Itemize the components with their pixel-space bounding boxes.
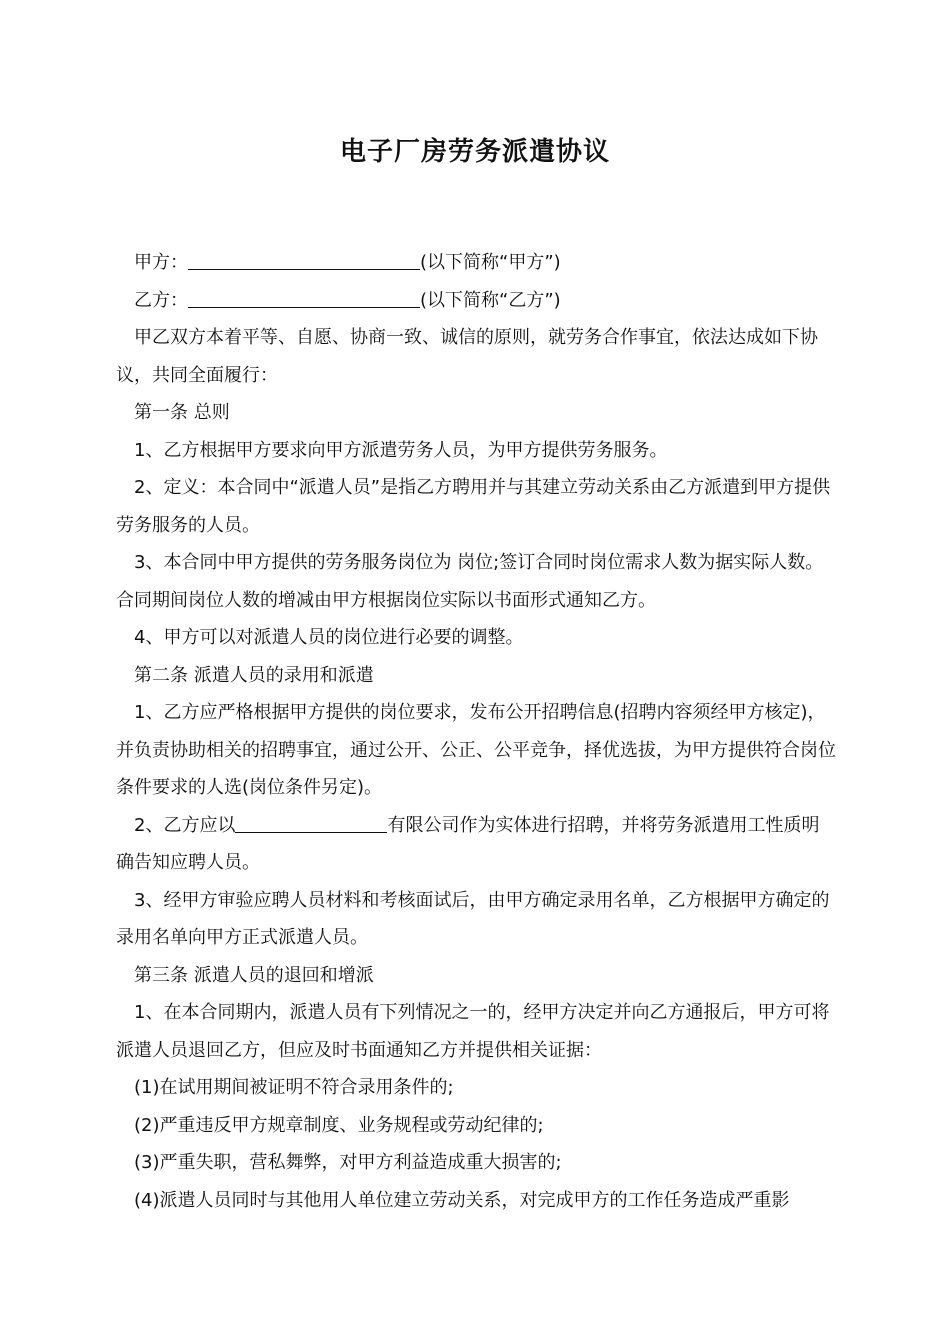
party-b-label: 乙方：: [134, 289, 188, 311]
article-3-item-1: (1)在试用期间被证明不符合录用条件的;: [134, 1077, 454, 1098]
article-1-heading: 第一条 总则: [134, 402, 230, 423]
party-b-suffix: (以下简称“乙方”): [420, 289, 561, 311]
company-name-blank: [235, 812, 387, 833]
party-b-line: [116, 282, 836, 320]
party-a-blank: [188, 249, 420, 270]
party-a-suffix: (以下简称“甲方”): [420, 252, 561, 273]
article-3-item-2: (2)严重违反甲方规章制度、业务规程或劳动纪律的;: [134, 1114, 544, 1136]
article-2-clause-2-end: 有限公司作为实体进行招聘，并将劳务派遣用工性质明确告知应聘人员。: [116, 814, 820, 873]
article-2-clause-3: 3、经甲方审验应聘人员材料和考核面试后，由甲方确定录用名单，乙方根据甲方确定的录用名单向甲方正式派遣人员。: [116, 889, 830, 948]
preamble: 甲乙双方本着平等、自愿、协商一致、诚信的原则，就劳务合作事宜，依法达成如下协议，共同全面履行：: [116, 327, 818, 386]
document-title: 电子厂房劳务派遣协议: [339, 137, 610, 167]
article-3-clause-1: 1、在本合同期内，派遣人员有下列情况之一的，经甲方决定并向乙方通报后，甲方可将派遣人员退回乙方，但应及时书面通知乙方并提供相关证据：: [116, 1002, 830, 1061]
article-1-clause-1: 1、乙方根据甲方要求向甲方派遣劳务人员，为甲方提供劳务服务。: [134, 439, 668, 461]
article-1-clause-4: 4、甲方可以对派遣人员的岗位进行必要的调整。: [134, 627, 524, 648]
article-1-clause-2: 2、定义：本合同中“派遣人员”是指乙方聘用并与其建立劳动关系由乙方派遣到甲方提供劳务服务的人员。: [116, 477, 831, 536]
article-2-clause-2-start: 2、乙方应以: [134, 814, 236, 836]
party-b-blank: [188, 287, 420, 308]
article-3-item-3: (3)严重失职，营私舞弊，对甲方利益造成重大损害的;: [134, 1152, 562, 1173]
article-2-clause-1: 1、乙方应严格根据甲方提供的岗位要求，发布公开招聘信息(招聘内容须经甲方核定)，并负责协助相关的招聘事宜，通过公开、公正、公平竞争，择优选拔，为甲方提供符合岗位条件要求的人选(岗位条件另定)。: [116, 702, 836, 798]
party-a-label: 甲方：: [134, 252, 188, 273]
article-3-heading: 第三条 派遣人员的退回和增派: [134, 964, 374, 986]
article-2-clause-2: [116, 807, 836, 882]
article-3-item-4: (4)派遣人员同时与其他用人单位建立劳动关系，对完成甲方的工作任务造成严重影: [134, 1189, 790, 1211]
article-2-heading: 第二条 派遣人员的录用和派遣: [134, 664, 374, 686]
document-body: [116, 244, 836, 1219]
party-a-line: [116, 244, 836, 282]
article-1-clause-3: 3、本合同中甲方提供的劳务服务岗位为 岗位;签订合同时岗位需求人数为据实际人数。合同期间岗位人数的增减由甲方根据岗位实际以书面形式通知乙方。: [116, 552, 824, 611]
